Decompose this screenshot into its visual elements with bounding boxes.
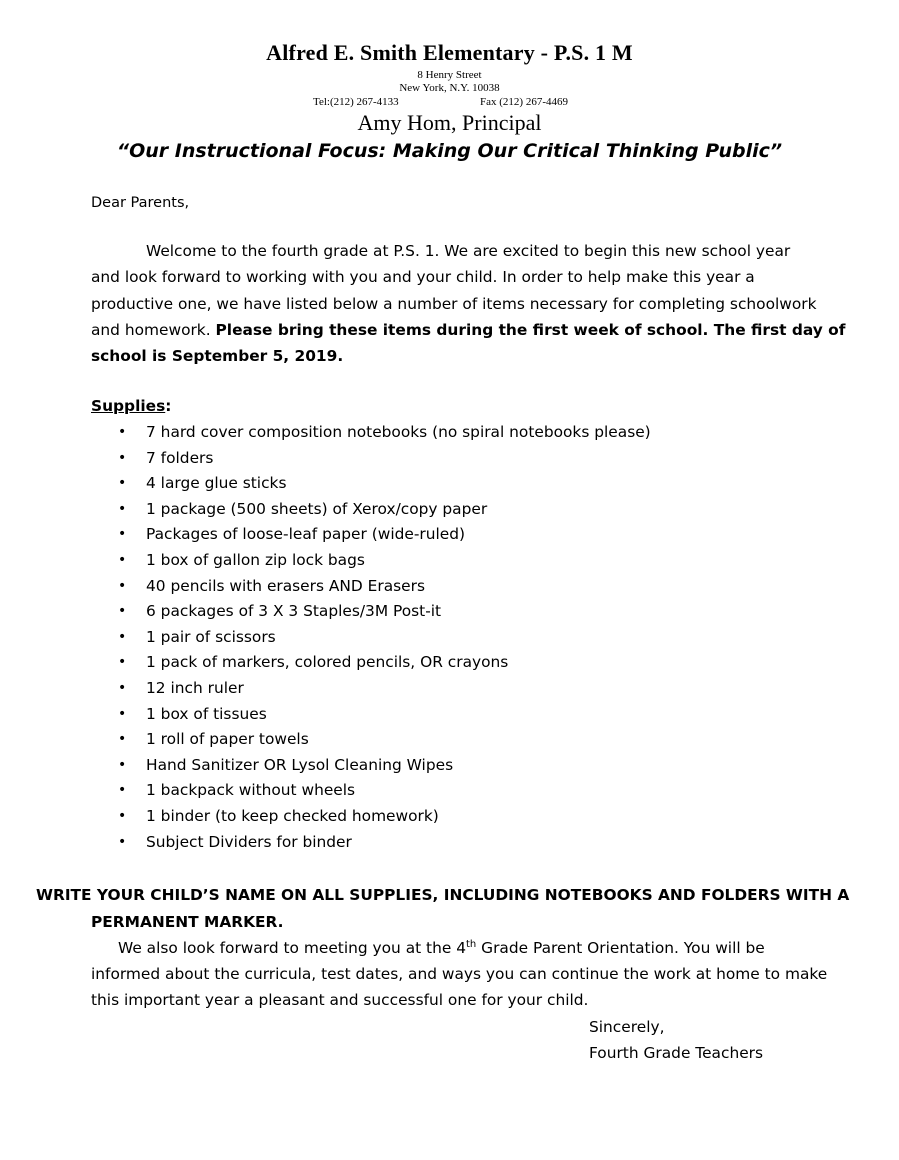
- supply-item-text: 1 box of gallon zip lock bags: [146, 550, 365, 569]
- bullet-icon: •: [118, 782, 127, 799]
- supply-item-text: 1 box of tissues: [146, 704, 267, 723]
- supply-item: [91, 778, 651, 804]
- bullet-icon: •: [118, 679, 127, 696]
- bullet-icon: •: [118, 475, 127, 492]
- closing-line-1-ordinal: th: [466, 938, 477, 950]
- supply-item-text: 1 pair of scissors: [146, 627, 276, 646]
- bullet-icon: •: [118, 500, 127, 517]
- supply-item-text: 40 pencils with erasers AND Erasers: [146, 576, 425, 595]
- supply-item: [91, 522, 651, 548]
- bullet-icon: •: [118, 833, 127, 850]
- supply-item: [91, 753, 651, 779]
- bullet-icon: •: [118, 551, 127, 568]
- supply-item: [91, 497, 651, 523]
- closing-line-2: informed about the curricula, test dates, and ways you can continue the work at home to make: [91, 965, 828, 983]
- supplies-heading: [91, 397, 171, 415]
- supplies-heading-colon: :: [165, 397, 172, 415]
- bullet-icon: •: [118, 756, 127, 773]
- school-fax: Fax (212) 267-4469: [480, 96, 568, 108]
- principal-name: Amy Hom, Principal: [357, 110, 542, 135]
- supply-item: [91, 574, 651, 600]
- supply-item-text: 6 packages of 3 X 3 Staples/3M Post-it: [146, 602, 442, 621]
- intro-line-4: [91, 321, 845, 339]
- supply-item-text: 1 pack of markers, colored pencils, OR crayons: [146, 653, 509, 672]
- school-telephone: Tel:(212) 267-4133: [313, 96, 399, 108]
- supply-item-text: 1 roll of paper towels: [146, 730, 309, 749]
- supply-item: [91, 650, 651, 676]
- supplies-heading-label: Supplies: [91, 397, 166, 415]
- intro-line-2: and look forward to working with you and your child. In order to help make this year a: [91, 268, 755, 286]
- closing-line-1-pre: We also look forward to meeting you at the 4: [118, 939, 466, 957]
- school-city: New York, N.Y. 10038: [399, 82, 500, 94]
- supply-item: [91, 625, 651, 651]
- supply-item-text: Hand Sanitizer OR Lysol Cleaning Wipes: [146, 755, 454, 774]
- supply-item: [91, 727, 651, 753]
- supply-item-text: 4 large glue sticks: [146, 474, 287, 493]
- bullet-icon: •: [118, 807, 127, 824]
- intro-line-1: Welcome to the fourth grade at P.S. 1. We are excited to begin this new school year: [146, 242, 791, 260]
- bullet-icon: •: [118, 424, 127, 440]
- intro-line-4-plain: and homework.: [91, 321, 216, 339]
- signature: Fourth Grade Teachers: [589, 1044, 764, 1062]
- supply-item-text: Packages of loose-leaf paper (wide-ruled): [146, 525, 465, 544]
- supply-item: [91, 804, 651, 830]
- supply-item-text: 1 package (500 sheets) of Xerox/copy paper: [146, 499, 488, 518]
- supply-item: [91, 420, 651, 446]
- supply-item-text: 12 inch ruler: [146, 678, 244, 697]
- bullet-icon: •: [118, 628, 127, 645]
- supply-item-text: 1 binder (to keep checked homework): [146, 806, 439, 825]
- supply-item-text: Subject Dividers for binder: [146, 832, 352, 851]
- bullet-icon: •: [118, 449, 127, 466]
- greeting: Dear Parents,: [91, 195, 190, 211]
- supply-item: [91, 471, 651, 497]
- instructional-focus: “Our Instructional Focus: Making Our Critical Thinking Public”: [116, 140, 783, 162]
- bullet-icon: •: [118, 577, 127, 594]
- closing-line-3: this important year a pleasant and successful one for your child.: [91, 991, 589, 1009]
- signoff: Sincerely,: [589, 1018, 665, 1036]
- closing-line-1-post: Grade Parent Orientation. You will be: [476, 939, 765, 957]
- school-name: Alfred E. Smith Elementary - P.S. 1 M: [266, 40, 633, 65]
- bullet-icon: •: [118, 731, 127, 748]
- school-street: 8 Henry Street: [417, 69, 482, 81]
- supply-item-text: 1 backpack without wheels: [146, 781, 356, 800]
- supply-item: [91, 676, 651, 702]
- supply-item: [91, 702, 651, 728]
- name-label-notice-line-1: WRITE YOUR CHILD’S NAME ON ALL SUPPLIES, INCLUDING NOTEBOOKS AND FOLDERS WITH A: [36, 886, 850, 904]
- first-day-notice: school is September 5, 2019.: [91, 347, 344, 365]
- bullet-icon: •: [118, 705, 127, 722]
- supply-item-text: 7 folders: [146, 448, 214, 467]
- intro-line-4-bold: Please bring these items during the first week of school. The first day of: [215, 321, 846, 339]
- intro-line-3: productive one, we have listed below a number of items necessary for completing schoolwork: [91, 295, 817, 313]
- bullet-icon: •: [118, 603, 127, 620]
- name-label-notice-line-2: PERMANENT MARKER.: [91, 913, 284, 931]
- supply-item: [91, 446, 651, 472]
- bullet-icon: •: [118, 526, 127, 543]
- closing-line-1: [118, 939, 765, 957]
- supply-item: [91, 599, 651, 625]
- supply-item: [91, 548, 651, 574]
- supply-item: [91, 830, 651, 856]
- supply-item-text: 7 hard cover composition notebooks (no spiral notebooks please): [146, 423, 651, 441]
- bullet-icon: •: [118, 654, 127, 671]
- supplies-list: [91, 420, 651, 855]
